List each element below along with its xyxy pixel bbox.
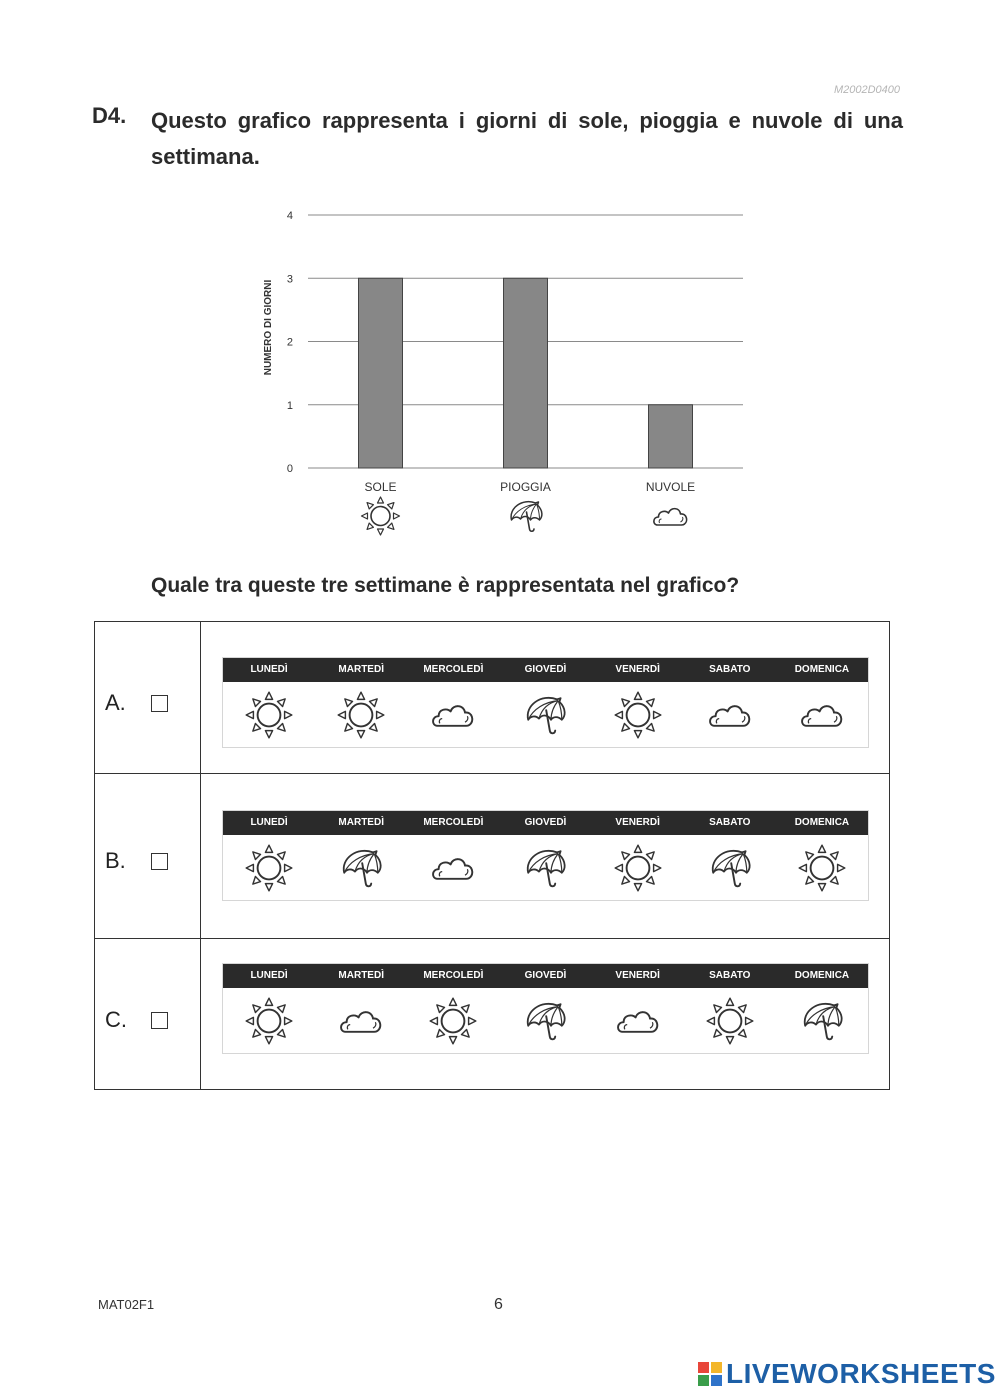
day-label: SABATO [709, 664, 751, 675]
week-table [222, 963, 869, 1054]
y-tick-label: 0 [286, 463, 293, 475]
option-letter: A. [105, 690, 126, 715]
day-label: VENERDÌ [615, 970, 660, 981]
sun-icon [245, 691, 293, 739]
umbrella-icon [706, 844, 754, 892]
footer-code: MAT02F1 [98, 1297, 155, 1312]
option-week-cell [201, 939, 890, 1090]
cloud-icon [614, 997, 662, 1045]
option-b-checkbox[interactable] [151, 853, 168, 870]
day-label: VENERDÌ [615, 817, 660, 828]
item-code: M2002D0400 [833, 84, 900, 96]
week-table [222, 657, 869, 748]
bar-pioggia [504, 278, 548, 468]
y-tick-label: 2 [286, 336, 293, 349]
option-letter: C. [105, 1007, 127, 1032]
option-week-cell [201, 622, 890, 774]
umbrella-icon [521, 691, 569, 739]
bar-sole [359, 278, 403, 468]
umbrella-icon [521, 997, 569, 1045]
umbrella-icon [798, 997, 846, 1045]
day-label: MARTEDÌ [338, 817, 384, 828]
day-weather-cell [684, 988, 776, 1053]
y-tick-label: 1 [286, 399, 293, 412]
week-weather-row [223, 682, 868, 747]
sun-icon [706, 997, 754, 1045]
option-a-checkbox[interactable] [151, 695, 168, 712]
day-weather-cell [315, 682, 407, 747]
week-header [223, 658, 868, 682]
option-label-cell [95, 939, 201, 1090]
day-weather-cell [223, 988, 315, 1053]
liveworksheets-logo-icon [698, 1362, 722, 1386]
day-weather-cell [499, 988, 591, 1053]
day-label: GIOVEDÌ [524, 970, 567, 981]
cloud-icon [429, 691, 477, 739]
week-header [223, 964, 868, 988]
sun-icon [429, 997, 477, 1045]
day-weather-cell [315, 988, 407, 1053]
day-weather-cell [592, 682, 684, 747]
options-table [94, 621, 890, 1090]
day-weather-cell [592, 988, 684, 1053]
day-label: DOMENICA [794, 970, 850, 981]
sun-icon [614, 691, 662, 739]
day-weather-cell [776, 682, 868, 747]
day-label: MERCOLEDÌ [423, 664, 484, 675]
day-weather-cell [407, 835, 499, 900]
day-weather-cell [407, 682, 499, 747]
day-label: SABATO [709, 970, 751, 981]
brand-name: LIVEWORKSHEETS [726, 1358, 996, 1389]
day-label: LUNEDÌ [250, 664, 288, 675]
day-label: LUNEDÌ [250, 817, 288, 828]
sun-icon [614, 844, 662, 892]
x-tick-label: PIOGGIA [500, 480, 551, 494]
day-label: GIOVEDÌ [524, 664, 567, 675]
option-c-checkbox[interactable] [151, 1012, 168, 1029]
option-label-cell [95, 774, 201, 939]
bar-nuvole [649, 405, 693, 468]
umbrella-icon [521, 844, 569, 892]
day-weather-cell [499, 682, 591, 747]
bar-chart-svg [250, 195, 770, 545]
sun-icon [362, 497, 400, 535]
y-tick-label: 3 [286, 273, 293, 286]
umbrella-icon [511, 502, 542, 532]
cloud-icon [706, 691, 754, 739]
option-row-b [95, 774, 890, 939]
day-weather-cell [407, 988, 499, 1053]
cloud-icon [337, 997, 385, 1045]
day-weather-cell [223, 835, 315, 900]
x-tick-label: NUVOLE [645, 480, 696, 494]
cloud-icon [429, 844, 477, 892]
cloud-icon [798, 691, 846, 739]
day-label: MERCOLEDÌ [423, 817, 484, 828]
option-row-c [95, 939, 890, 1090]
bar-chart [250, 195, 770, 550]
day-label: MERCOLEDÌ [423, 970, 484, 981]
y-axis-label: NUMERO DI GIORNI [263, 279, 274, 376]
sun-icon [245, 997, 293, 1045]
question-number: D4. [92, 103, 127, 128]
day-weather-cell [776, 835, 868, 900]
day-label: SABATO [709, 817, 751, 828]
day-weather-cell [684, 835, 776, 900]
day-weather-cell [776, 988, 868, 1053]
day-weather-cell [499, 835, 591, 900]
day-label: MARTEDÌ [338, 664, 384, 675]
option-letter: B. [105, 848, 126, 873]
question-text: Questo grafico rappresenta i giorni di sole, pioggia e nuvole di una settimana. [151, 108, 903, 169]
umbrella-icon [337, 844, 385, 892]
sun-icon [245, 844, 293, 892]
x-tick-label: SOLE [364, 480, 397, 494]
day-label: DOMENICA [794, 664, 850, 675]
brand-logo [698, 1358, 996, 1390]
question-prompt: Quale tra queste tre settimane è rappresentata nel grafico? [151, 574, 740, 597]
y-tick-label: 4 [286, 210, 293, 222]
option-label-cell [95, 622, 201, 774]
week-weather-row [223, 988, 868, 1053]
option-week-cell [201, 774, 890, 939]
week-weather-row [223, 835, 868, 900]
day-weather-cell [592, 835, 684, 900]
day-weather-cell [315, 835, 407, 900]
day-label: DOMENICA [794, 817, 850, 828]
day-label: MARTEDÌ [338, 970, 384, 981]
week-header [223, 811, 868, 835]
day-weather-cell [223, 682, 315, 747]
day-label: GIOVEDÌ [524, 817, 567, 828]
page-number: 6 [494, 1296, 503, 1313]
sun-icon [798, 844, 846, 892]
week-table [222, 810, 869, 901]
day-label: VENERDÌ [615, 664, 660, 675]
cloud-icon [654, 509, 687, 525]
sun-icon [337, 691, 385, 739]
day-weather-cell [684, 682, 776, 747]
option-row-a [95, 622, 890, 774]
day-label: LUNEDÌ [250, 970, 288, 981]
